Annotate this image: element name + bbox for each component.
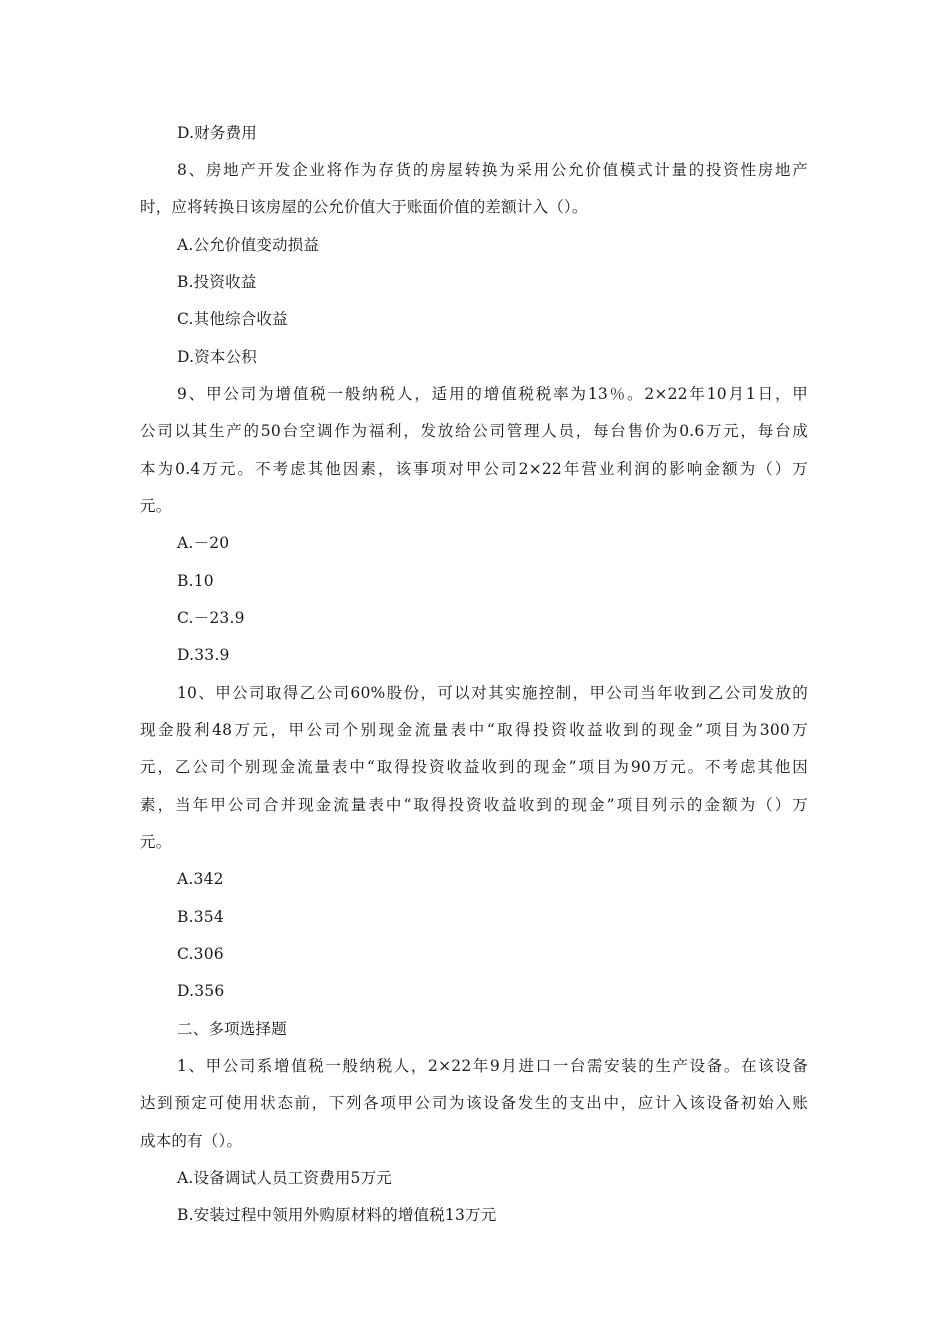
q9-option-b: B.10 <box>177 572 214 590</box>
q8-stem-line-2: 时，应将转换日该房屋的公允价值大于账面价值的差额计入（）。 <box>140 198 588 216</box>
q8-option-c: C.其他综合收益 <box>177 310 288 328</box>
mq1-stem-line-1: 1、甲公司系增值税一般纳税人，2×22年9月进口一台需安装的生产设备。在该设备 <box>177 1057 808 1075</box>
q9-option-a: A.－20 <box>177 534 230 552</box>
mq1-option-b: B.安装过程中领用外购原材料的增值税13万元 <box>177 1206 497 1224</box>
q9-stem-line-2: 公司以其生产的50台空调作为福利，发放给公司管理人员，每台售价为0.6万元，每台成 <box>140 422 808 440</box>
q10-stem-line-5: 元。 <box>140 833 172 851</box>
q8-stem-line-1: 8、房地产开发企业将作为存货的房屋转换为采用公允价值模式计量的投资性房地产 <box>177 161 808 179</box>
q10-stem-line-1: 10、甲公司取得乙公司60%股份，可以对其实施控制，甲公司当年收到乙公司发放的 <box>177 684 808 702</box>
q8-option-a: A.公允价值变动损益 <box>177 236 320 254</box>
q10-stem-line-3: 元，乙公司个别现金流量表中“取得投资收益收到的现金”项目为90万元。不考虑其他因 <box>140 758 808 776</box>
q10-stem-line-2: 现金股利48万元，甲公司个别现金流量表中“取得投资收益收到的现金”项目为300万 <box>140 721 808 739</box>
q8-option-d: D.资本公积 <box>177 348 258 366</box>
q9-option-c: C.－23.9 <box>177 609 245 627</box>
q8-option-b: B.投资收益 <box>177 273 257 291</box>
q10-stem-line-4: 素，当年甲公司合并现金流量表中“取得投资收益收到的现金”项目列示的金额为（）万 <box>140 796 808 814</box>
q10-option-a: A.342 <box>177 870 224 888</box>
q7-option-d: D.财务费用 <box>177 124 258 142</box>
q10-option-c: C.306 <box>177 945 224 963</box>
mq1-option-a: A.设备调试人员工资费用5万元 <box>177 1169 392 1187</box>
q9-stem-line-3: 本为0.4万元。不考虑其他因素，该事项对甲公司2×22年营业利润的影响金额为（）万 <box>140 460 808 478</box>
mq1-stem-line-3: 成本的有（）。 <box>140 1132 243 1150</box>
q10-option-b: B.354 <box>177 908 224 926</box>
q9-stem-line-1: 9、甲公司为增值税一般纳税人，适用的增值税税率为13％。2×22年10月1日，甲 <box>177 385 808 403</box>
q10-option-d: D.356 <box>177 982 225 1000</box>
q9-option-d: D.33.9 <box>177 646 230 664</box>
section-title-multiple-choice: 二、多项选择题 <box>177 1020 287 1038</box>
q9-stem-line-4: 元。 <box>140 497 172 515</box>
mq1-stem-line-2: 达到预定可使用状态前，下列各项甲公司为该设备发生的支出中，应计入该设备初始入账 <box>140 1094 808 1112</box>
